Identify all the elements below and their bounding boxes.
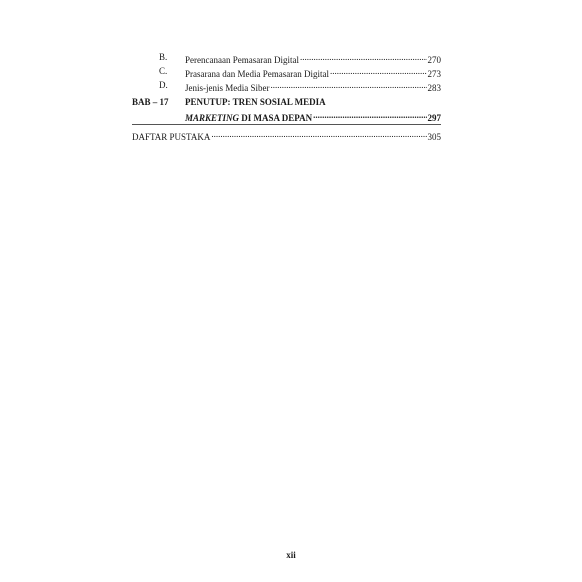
- toc-leader-dots: [313, 110, 426, 121]
- toc-leader-dots: [330, 66, 427, 77]
- chapter-title-rest: DI MASA DEPAN: [239, 113, 313, 123]
- toc-entry-page: 283: [427, 83, 441, 93]
- toc-entry[interactable]: [185, 66, 441, 80]
- toc-leader-dots: [271, 80, 427, 91]
- page-number: xii: [286, 550, 296, 560]
- toc-entry-page: 270: [427, 55, 441, 65]
- toc-entry[interactable]: [185, 80, 441, 94]
- bibliography-title: DAFTAR PUSTAKA: [132, 132, 211, 142]
- toc-entry-title: Perencanaan Pemasaran Digital: [185, 55, 299, 65]
- toc-entry-title: Jenis-jenis Media Siber: [185, 83, 270, 93]
- chapter-title-line1[interactable]: PENUTUP: TREN SOSIAL MEDIA: [185, 97, 326, 107]
- chapter-title-italic: MARKETING: [185, 113, 240, 123]
- toc-leader-dots: [300, 52, 427, 63]
- chapter-label: BAB – 17: [132, 97, 169, 107]
- toc-entry[interactable]: [185, 52, 441, 66]
- bibliography-page: 305: [427, 132, 441, 142]
- chapter-divider: [132, 124, 441, 125]
- chapter-title-line2: [185, 113, 312, 124]
- toc-entry-letter: B.: [159, 52, 168, 62]
- toc-entry-letter: C.: [159, 66, 168, 76]
- toc-entry-page: 273: [427, 69, 441, 79]
- toc-chapter-entry[interactable]: [185, 110, 441, 124]
- toc-entry-letter: D.: [159, 80, 168, 90]
- toc-leader-dots: [211, 129, 426, 140]
- toc-entry-title: Prasarana dan Media Pemasaran Digital: [185, 69, 329, 79]
- toc-bibliography-entry[interactable]: [132, 129, 441, 143]
- chapter-page: 297: [427, 113, 441, 123]
